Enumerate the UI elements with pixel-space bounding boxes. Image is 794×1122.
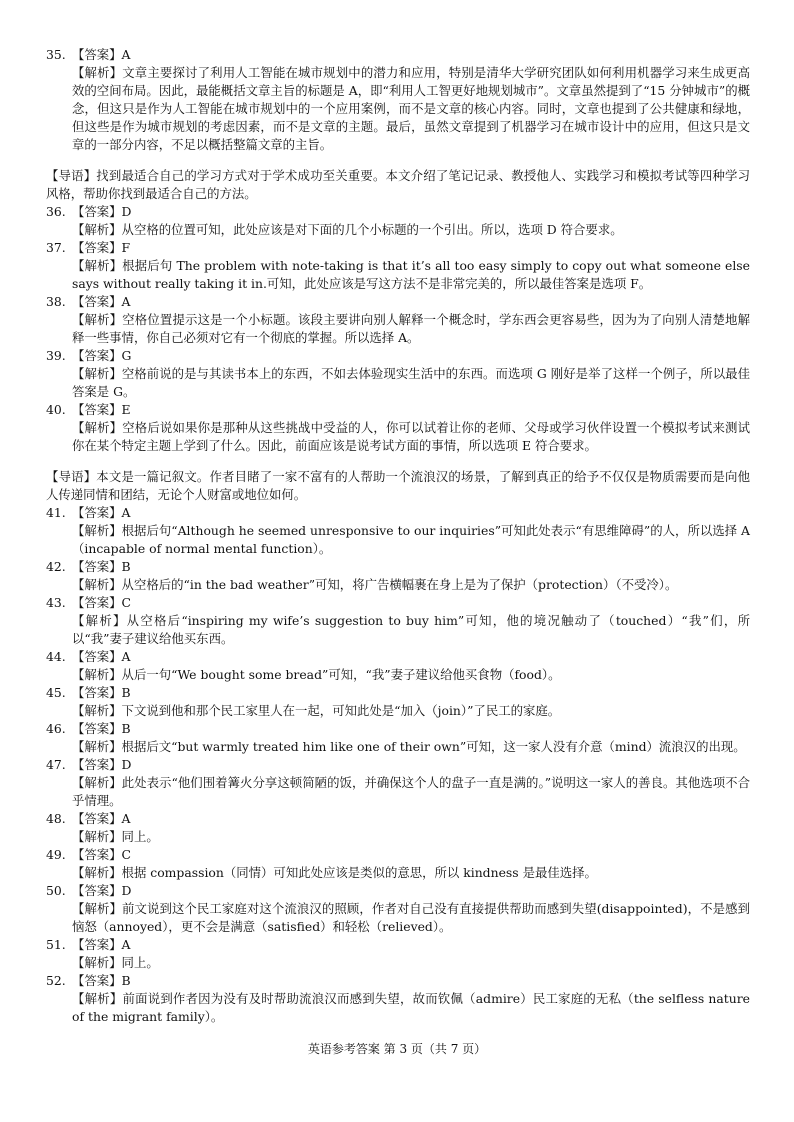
answer-row [46, 936, 750, 954]
answer-label: 【答案】A [72, 505, 131, 520]
answer-item [46, 810, 750, 846]
question-number: 42. [46, 559, 66, 574]
answer-item [46, 558, 750, 594]
answer-row [46, 347, 750, 365]
explanation-text: 【解析】从空格的位置可知，此处应该是对下面的几个小标题的一个引出。所以，选项 D 符合要求。 [72, 222, 623, 237]
answer-label: 【答案】B [72, 721, 131, 736]
answer-row [46, 239, 750, 257]
answer-label: 【答案】E [72, 402, 131, 417]
answer-item [46, 594, 750, 648]
answer-key-page [46, 46, 750, 1026]
question-number: 46. [46, 721, 66, 736]
section-cloze-answers [46, 504, 750, 1026]
answer-row [46, 882, 750, 900]
explanation-text: 【解析】空格前说的是与其读书本上的东西，不如去体验现实生活中的东西。而选项 G 刚好是举了这样一个例子，所以最佳答案是 G。 [72, 366, 750, 399]
explanation-text: 【解析】同上。 [72, 955, 159, 970]
answer-row [46, 594, 750, 612]
answer-item [46, 46, 750, 154]
question-number: 39. [46, 348, 66, 363]
answer-label: 【答案】D [72, 883, 132, 898]
question-number: 36. [46, 204, 66, 219]
answer-label: 【答案】F [72, 240, 131, 255]
answer-row [46, 46, 750, 64]
answer-row [46, 504, 750, 522]
answer-label: 【答案】C [72, 595, 132, 610]
answer-row [46, 648, 750, 666]
explanation-text: 【解析】根据后句 The problem with note-taking is that it’s all too easy simply to copy out what someone else says without really taking it in.可知，此处应该是写这方法不是非常完美的，所以最佳答案是选项 F。 [72, 258, 750, 291]
explanation-text: 【解析】此处表示“他们围着篝火分享这顿简陋的饭，并确保这个人的盘子一直是满的。”说明这一家人的善良。其他选项不合乎情理。 [72, 775, 750, 808]
explanation-text: 【解析】下文说到他和那个民工家里人在一起，可知此处是“加入（join）”了民工的家庭。 [72, 703, 561, 718]
answer-row [46, 756, 750, 774]
answer-label: 【答案】C [72, 847, 132, 862]
answer-row [46, 684, 750, 702]
answer-label: 【答案】B [72, 685, 131, 700]
answer-item [46, 972, 750, 1026]
question-number: 48. [46, 811, 66, 826]
explanation-text: 【解析】空格位置提示这是一个小标题。该段主要讲向别人解释一个概念时，学东西会更容易些，因为为了向别人清楚地解释一些事情，你自己必须对它有一个彻底的掌握。所以选择 A。 [72, 312, 750, 345]
explanation-text: 【解析】根据 compassion（同情）可知此处应该是类似的意思，所以 kindness 是最佳选择。 [72, 865, 597, 880]
answer-item [46, 347, 750, 401]
answer-item [46, 756, 750, 810]
answer-item [46, 203, 750, 239]
answer-label: 【答案】A [72, 47, 131, 62]
answer-label: 【答案】D [72, 204, 132, 219]
answer-item [46, 720, 750, 756]
question-number: 52. [46, 973, 66, 988]
answer-item [46, 504, 750, 558]
answer-item [46, 293, 750, 347]
question-number: 44. [46, 649, 66, 664]
answer-label: 【答案】B [72, 559, 131, 574]
answer-label: 【答案】A [72, 294, 131, 309]
answer-row [46, 293, 750, 311]
explanation-text: 【解析】根据后句“Although he seemed unresponsive to our inquiries”可知此处表示“有思维障碍”的人，所以选择 A（incapable of normal mental function）。 [72, 523, 750, 556]
answer-item [46, 239, 750, 293]
question-number: 38. [46, 294, 66, 309]
answer-item [46, 401, 750, 455]
answer-label: 【答案】A [72, 811, 131, 826]
question-number: 37. [46, 240, 66, 255]
answer-row [46, 972, 750, 990]
explanation-text: 【解析】同上。 [72, 829, 159, 844]
answer-item [46, 648, 750, 684]
page-footer: 英语参考答案 第 3 页（共 7 页） [307, 1042, 487, 1056]
explanation-text: 【解析】文章主要探讨了利用人工智能在城市规划中的潜力和应用，特别是清华大学研究团队如何利用机器学习来生成更高效的空间布局。因此，最能概括文章主旨的标题是 A，即“利用人工智更好地规划城市”。文章虽然提到了“15 分钟城市”的概念，但这只是作为人工智能在城市规划中的一个应用案例，而不是文章的核心内容。同时，文章也提到了公共健康和绿地，但这些是作为城市规划的考虑因素，而不是文章的主题。最后，虽然文章提到了机器学习在城市设计中的应用，但这只是文章的一部分内容，不足以概括整篇文章的主旨。 [72, 65, 750, 152]
question-number: 43. [46, 595, 66, 610]
guide-intro-narrative: 【导语】本文是一篇记叙文。作者目睹了一家不富有的人帮助一个流浪汉的场景，了解到真正的给予不仅仅是物质需要而是向他人传递同情和团结，无论个人财富或地位如何。 [46, 469, 750, 502]
explanation-text: 【解析】前文说到这个民工家庭对这个流浪汉的照顾，作者对自己没有直接提供帮助而感到失望(disappointed)，不是感到恼怒（annoyed），更不会是满意（satisfied）和轻松（relieved）。 [72, 901, 750, 934]
answer-row [46, 846, 750, 864]
question-number: 45. [46, 685, 66, 700]
answer-label: 【答案】G [72, 348, 132, 363]
explanation-text: 【解析】根据后文“but warmly treated him like one of their own”可知，这一家人没有介意（mind）流浪汉的出现。 [72, 739, 746, 754]
explanation-text: 【解析】从空格后“inspiring my wife’s suggestion to buy him”可知，他的境况触动了（touched）“我”们，所以“我”妻子建议给他买东西。 [72, 613, 750, 646]
guide-intro-learning-styles: 【导语】找到最适合自己的学习方式对于学术成功至关重要。本文介绍了笔记记录、教授他人、实践学习和模拟考试等四种学习风格，帮助你找到最适合自己的方法。 [46, 168, 750, 201]
explanation-text: 【解析】空格后说如果你是那种从这些挑战中受益的人，你可以试着让你的老师、父母或学习伙伴设置一个模拟考试来测试你在某个特定主题上学到了什么。因此，前面应该是说考试方面的事情，所以选项 E 符合要求。 [72, 420, 750, 453]
question-number: 35. [46, 47, 66, 62]
answer-item [46, 684, 750, 720]
question-number: 47. [46, 757, 66, 772]
answer-label: 【答案】A [72, 649, 131, 664]
answer-item [46, 846, 750, 882]
explanation-text: 【解析】前面说到作者因为没有及时帮助流浪汉而感到失望，故而钦佩（admire）民工家庭的无私（the selfless nature of the migrant family）。 [72, 991, 750, 1024]
answer-label: 【答案】B [72, 973, 131, 988]
question-number: 50. [46, 883, 66, 898]
explanation-text: 【解析】从后一句“We bought some bread”可知，“我”妻子建议给他买食物（food）。 [72, 667, 561, 682]
answer-row [46, 720, 750, 738]
answer-row [46, 401, 750, 419]
question-number: 40. [46, 402, 66, 417]
section-seven-choice-answers [46, 203, 750, 455]
answer-label: 【答案】A [72, 937, 131, 952]
answer-row [46, 558, 750, 576]
answer-label: 【答案】D [72, 757, 132, 772]
question-number: 51. [46, 937, 66, 952]
explanation-text: 【解析】从空格后的“in the bad weather”可知，将广告横幅裹在身上是为了保护（protection）（不受冷）。 [72, 577, 678, 592]
question-number: 49. [46, 847, 66, 862]
answer-row [46, 810, 750, 828]
answer-row [46, 203, 750, 221]
question-number: 41. [46, 505, 66, 520]
answer-item [46, 936, 750, 972]
section-reading-answers [46, 46, 750, 154]
answer-item [46, 882, 750, 936]
